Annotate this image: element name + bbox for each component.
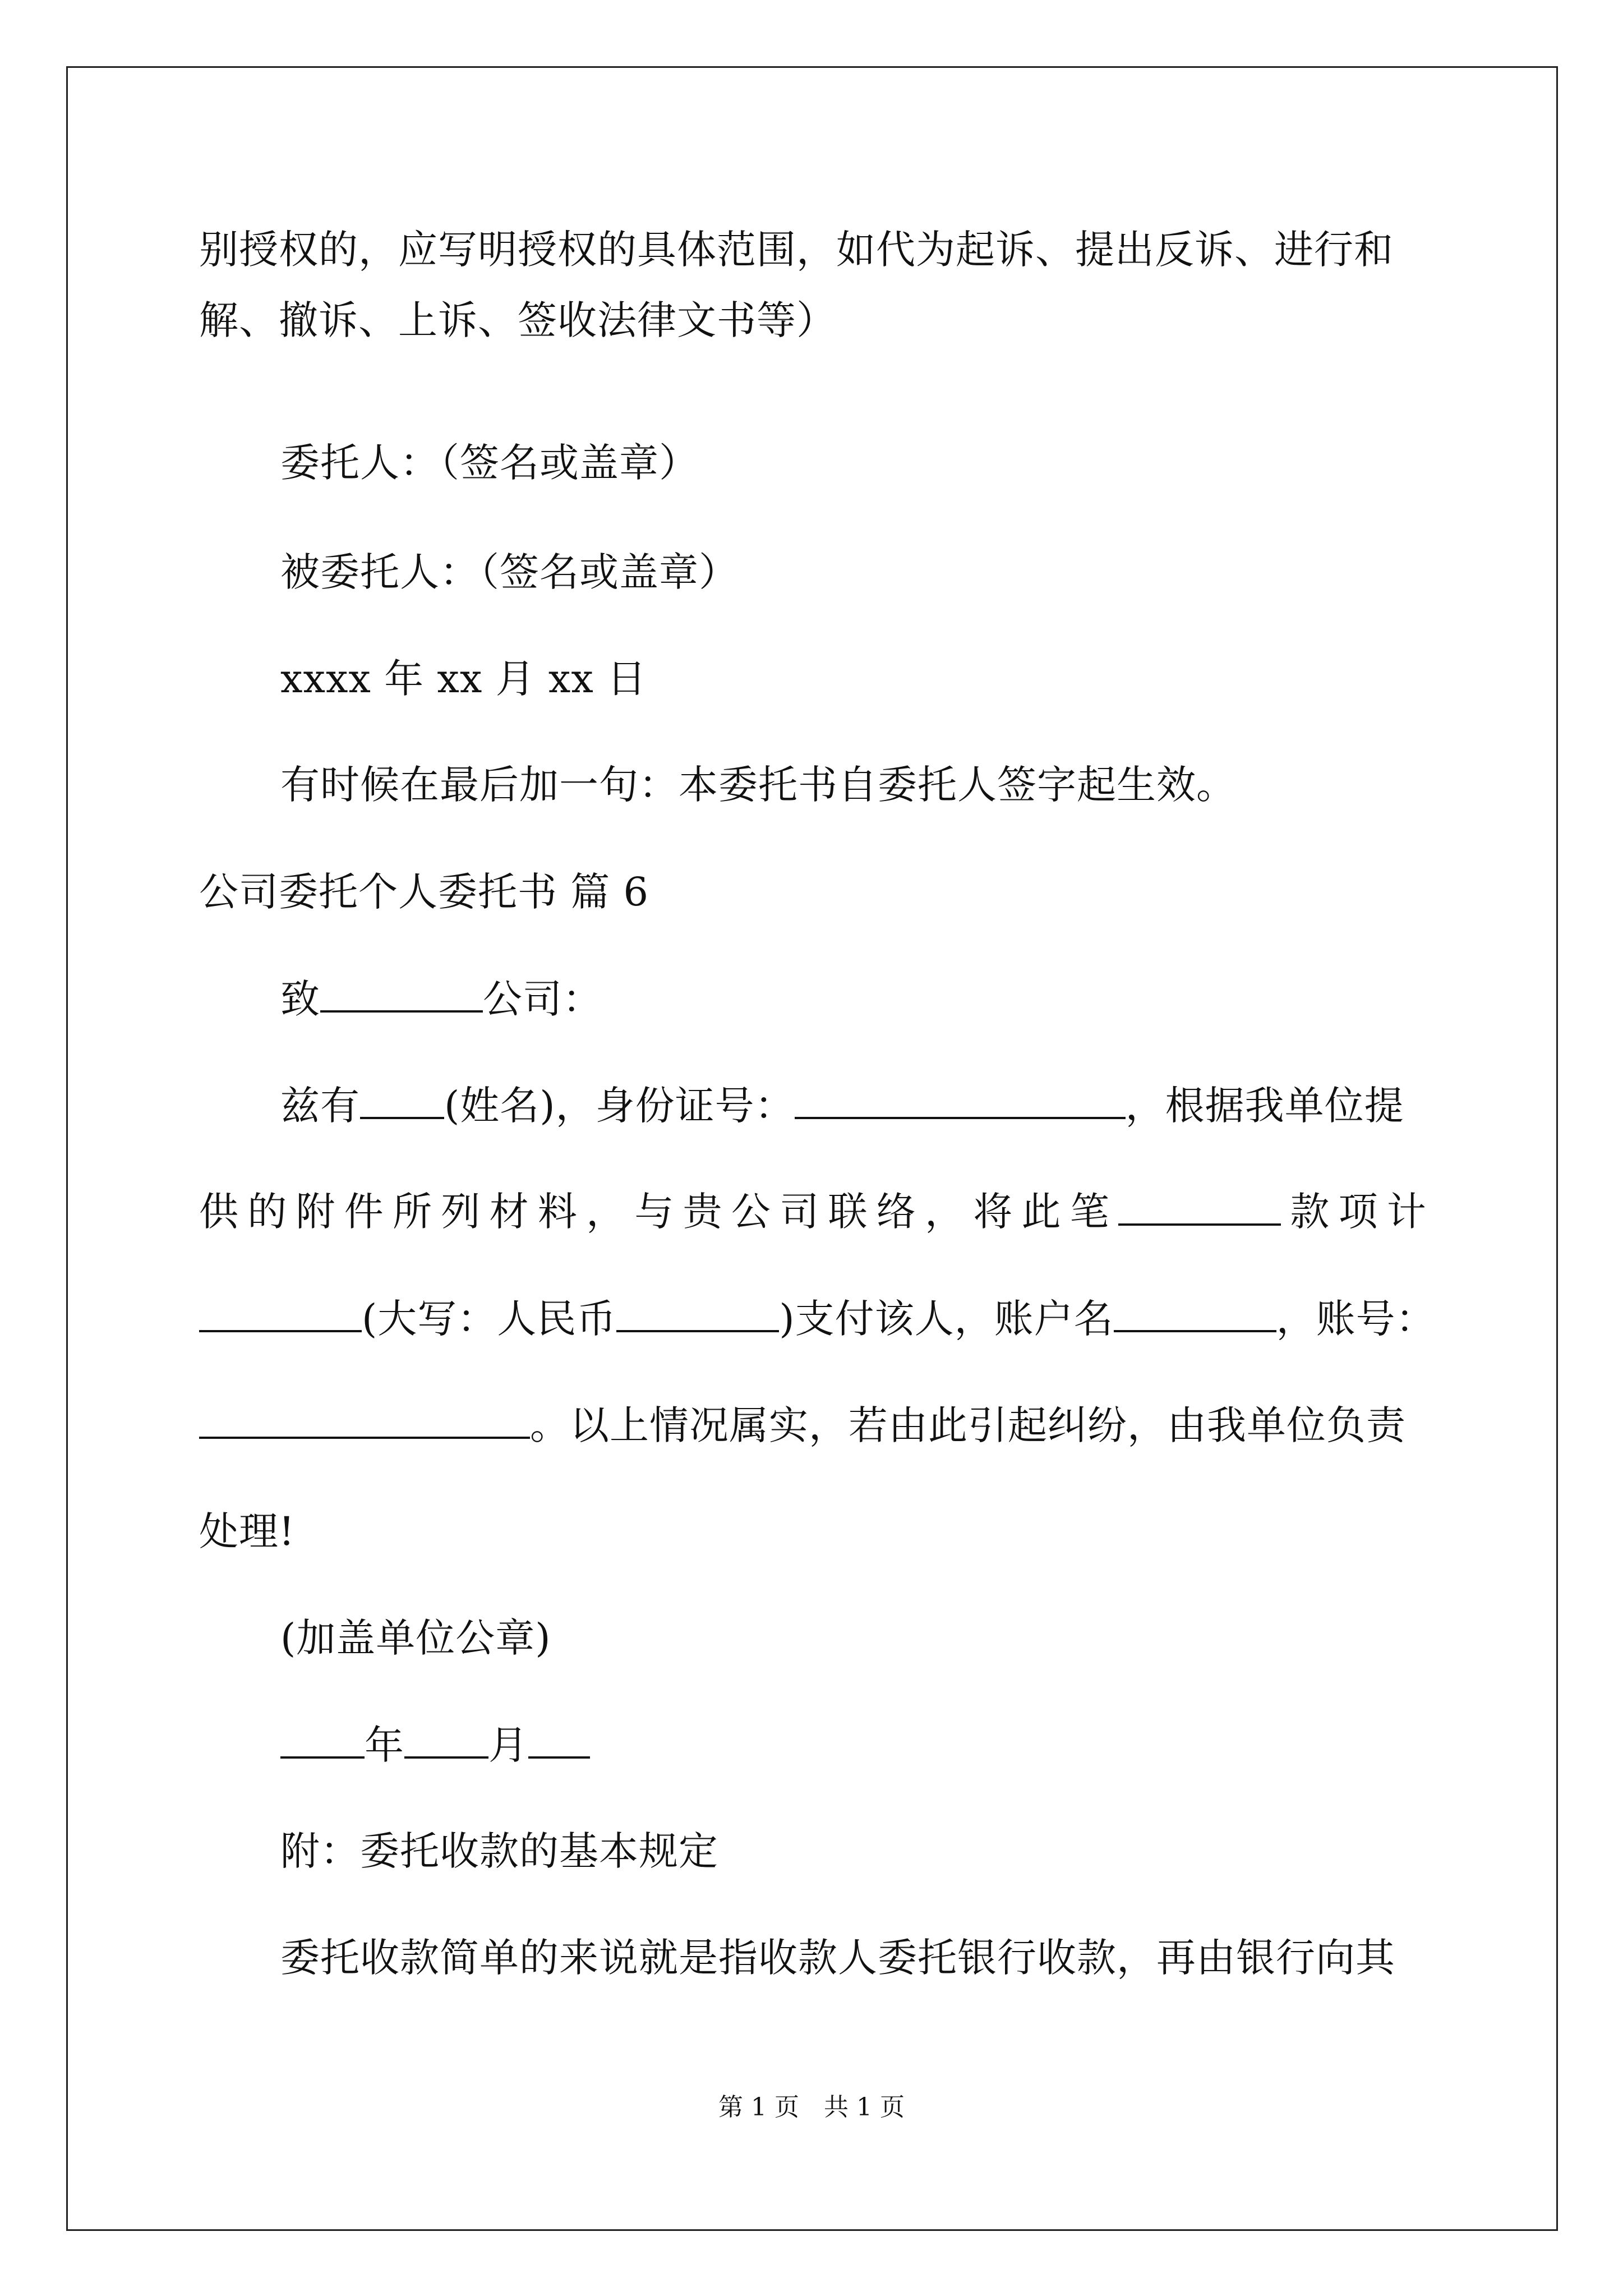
char: 联 <box>828 1189 868 1235</box>
month-blank <box>404 1725 488 1759</box>
char: 贵 <box>683 1189 722 1235</box>
char: 此 <box>1021 1189 1061 1235</box>
paragraph-line-2 <box>199 1189 1426 1235</box>
text-segment: (姓名)，身份证号： <box>444 1083 795 1129</box>
body-line-2: 解、撤诉、上诉、签收法律文书等） <box>199 297 836 343</box>
seal-line: (加盖单位公章) <box>280 1615 551 1661</box>
char: 司 <box>780 1189 819 1235</box>
char: 附 <box>296 1189 335 1235</box>
appendix-paragraph-line-1: 委托收款简单的来说就是指收款人委托银行收款，再由银行向其 <box>280 1935 1395 1981</box>
page-border <box>66 66 1558 2231</box>
page-footer: 第 1 页 共 1 页 <box>718 2093 905 2122</box>
text-segment: 兹有 <box>280 1083 360 1129</box>
amount-blank <box>199 1299 362 1332</box>
char: 列 <box>441 1189 481 1235</box>
effective-clause: 有时候在最后加一句：本委托书自委托人签字起生效。 <box>280 762 1236 808</box>
text-segment: )支付该人，账户名 <box>779 1296 1114 1342</box>
appendix-title: 附：委托收款的基本规定 <box>280 1828 718 1874</box>
char: 供 <box>199 1189 238 1235</box>
char: 项 <box>1338 1189 1378 1235</box>
paragraph-line-5: 处理! <box>199 1508 296 1554</box>
year-label: 年 <box>365 1722 404 1768</box>
paragraph-line-1 <box>280 1083 1404 1129</box>
day-blank <box>528 1725 590 1759</box>
char: 将 <box>973 1189 1013 1235</box>
char: 公 <box>731 1189 771 1235</box>
char: 与 <box>634 1189 674 1235</box>
char: 笔 <box>1069 1189 1109 1235</box>
text-segment: (大写：人民币 <box>362 1296 617 1342</box>
text-segment: ，根据我单位提 <box>1125 1083 1404 1129</box>
char: 计 <box>1386 1189 1426 1235</box>
payment-purpose-blank <box>1118 1192 1281 1226</box>
char: 络 <box>876 1189 916 1235</box>
char: 的 <box>247 1189 287 1235</box>
agent-signature-line: 被委托人：（签名或盖章） <box>280 549 739 595</box>
salutation <box>280 976 602 1022</box>
salutation-prefix: 致 <box>280 976 320 1022</box>
body-line-1: 别授权的，应写明授权的具体范围，如代为起诉、提出反诉、进行和 <box>199 227 1394 273</box>
char: 件 <box>344 1189 384 1235</box>
text-segment: ，账号： <box>1276 1296 1436 1342</box>
date-line: xxxx 年 xx 月 xx 日 <box>280 656 647 702</box>
text-segment: 。以上情况属实，若由此引起纠纷，由我单位负责 <box>530 1402 1406 1448</box>
paragraph-line-4 <box>199 1402 1406 1448</box>
id-number-blank <box>795 1085 1126 1119</box>
paragraph-line-3 <box>199 1296 1436 1342</box>
year-blank <box>280 1725 365 1759</box>
name-blank <box>360 1085 444 1119</box>
char: ， <box>586 1189 626 1235</box>
account-number-blank <box>199 1405 530 1439</box>
principal-signature-line: 委托人：（签名或盖章） <box>280 440 699 486</box>
blank-date-line <box>280 1722 590 1768</box>
month-label: 月 <box>488 1722 528 1768</box>
char: 所 <box>393 1189 432 1235</box>
char: 款 <box>1290 1189 1330 1235</box>
company-name-blank <box>320 979 483 1013</box>
char: 材 <box>489 1189 529 1235</box>
char: 料 <box>537 1189 577 1235</box>
section-heading: 公司委托个人委托书 篇 6 <box>199 869 649 915</box>
salutation-suffix: 公司： <box>483 976 602 1022</box>
account-name-blank <box>1114 1299 1276 1332</box>
char: ， <box>924 1189 964 1235</box>
amount-in-words-blank <box>616 1299 779 1332</box>
